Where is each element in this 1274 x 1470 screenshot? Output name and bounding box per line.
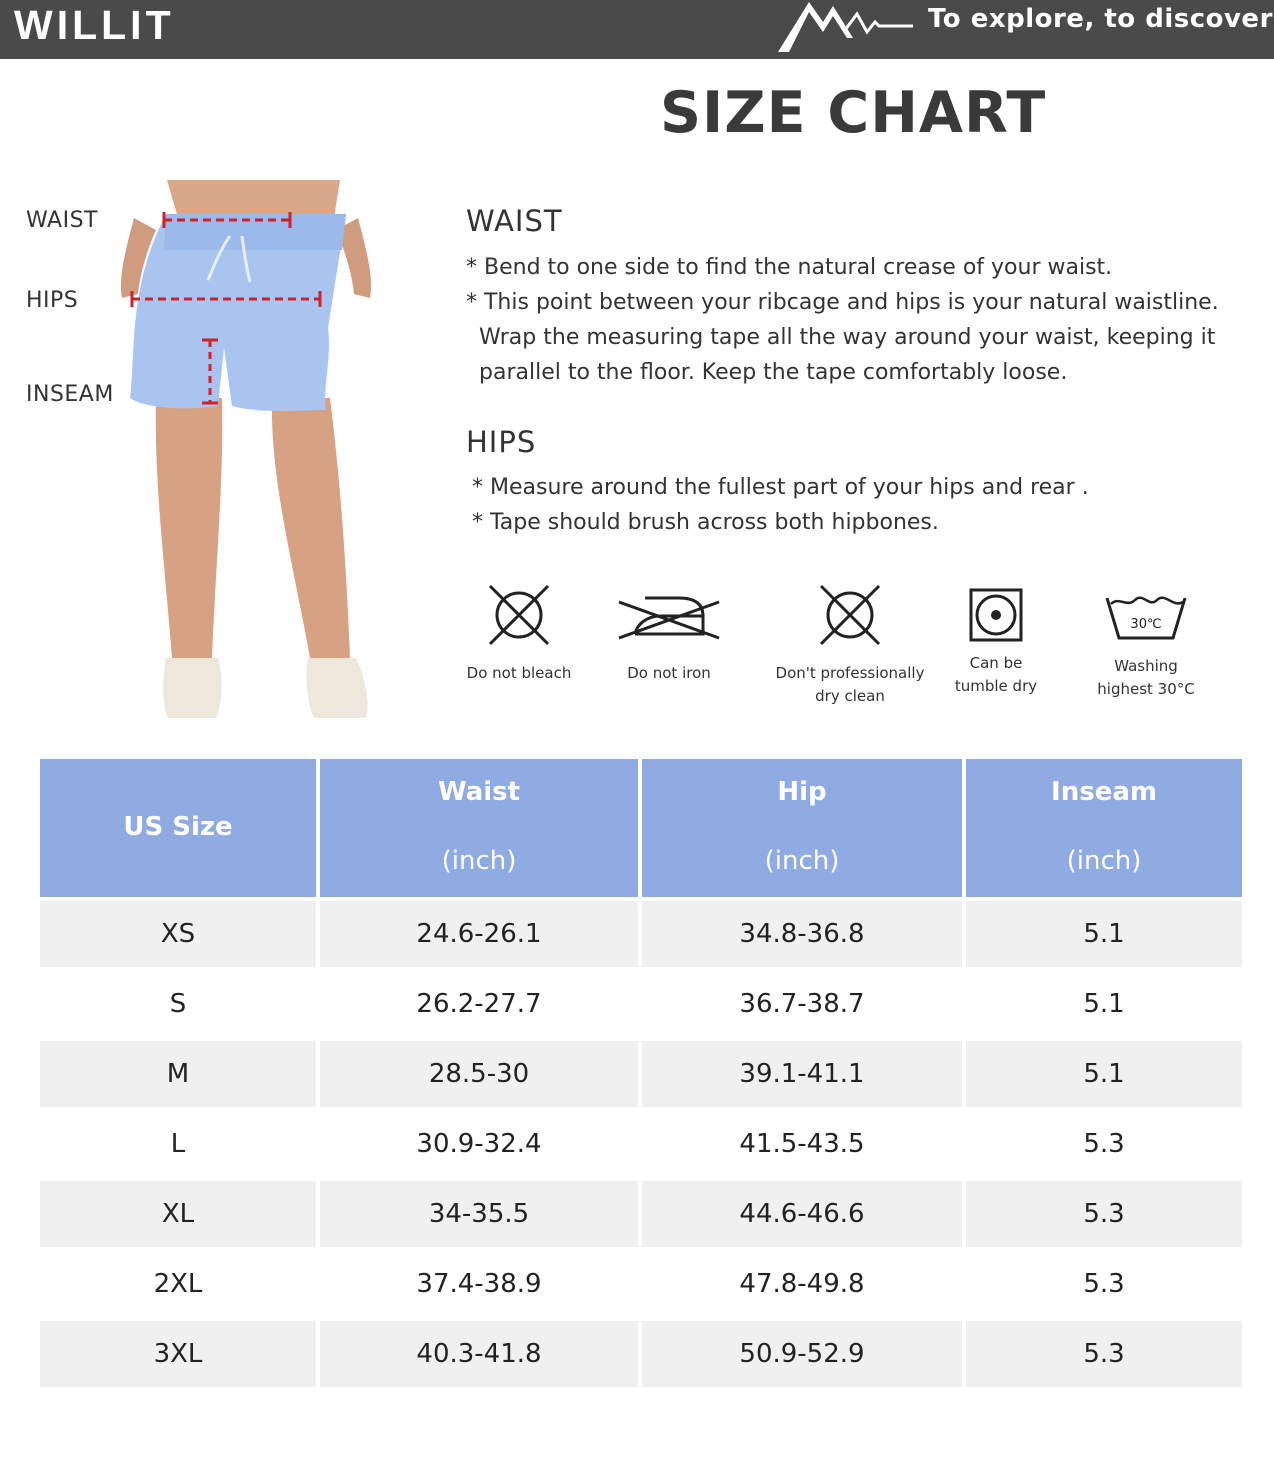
inseam-cell: 5.3 — [1083, 1269, 1125, 1299]
inseam-cell: 5.1 — [1083, 989, 1125, 1019]
size-cell: XS — [40, 901, 316, 967]
size-cell: XL — [40, 1181, 316, 1247]
waist-instruction-line: Wrap the measuring tape all the way around your waist, keeping it — [479, 325, 1216, 350]
tagline: To explore, to discover — [928, 4, 1273, 34]
care-item-do-not-bleach — [454, 582, 584, 685]
hips-section-title: HIPS — [466, 425, 537, 459]
waist-cell: 24.6-26.1 — [320, 901, 638, 967]
model-shorts-illustration — [112, 178, 382, 728]
waist-cell: 30.9-32.4 — [416, 1129, 542, 1159]
hips-instruction-line: * Measure around the fullest part of your hips and rear . — [472, 475, 1089, 500]
inseam-cell: 5.3 — [966, 1181, 1242, 1247]
care-item-tumble-dry — [940, 582, 1052, 698]
table-row — [40, 1181, 1242, 1247]
inseam-cell: 5.1 — [966, 1041, 1242, 1107]
inseam-cell: 5.1 — [966, 901, 1242, 967]
care-label: Do not iron — [627, 664, 711, 682]
hips-label: HIPS — [26, 288, 79, 313]
care-item-no-dry-clean — [770, 582, 930, 708]
waist-instruction-line: * Bend to one side to find the natural crease of your waist. — [466, 255, 1113, 280]
waist-cell: 37.4-38.9 — [416, 1269, 542, 1299]
column-header-size: US Size — [40, 759, 316, 897]
hip-cell: 41.5-43.5 — [739, 1129, 865, 1159]
no-dry-clean-icon — [817, 582, 883, 648]
hip-cell: 47.8-49.8 — [739, 1269, 865, 1299]
top-banner — [0, 0, 1274, 59]
do-not-bleach-icon — [486, 582, 552, 648]
hip-cell: 44.6-46.6 — [642, 1181, 962, 1247]
waist-cell: 26.2-27.7 — [416, 989, 542, 1019]
waist-instruction-line: parallel to the floor. Keep the tape comfortably loose. — [479, 360, 1068, 385]
size-cell: 3XL — [40, 1321, 316, 1387]
mountain-logo-icon — [775, 0, 920, 56]
table-row — [40, 1041, 1242, 1107]
table-row — [40, 1321, 1242, 1387]
wash-30-icon — [1103, 588, 1189, 648]
hip-cell: 34.8-36.8 — [642, 901, 962, 967]
waist-cell: 40.3-41.8 — [320, 1321, 638, 1387]
care-label: Washing highest 30°C — [1097, 657, 1195, 698]
inseam-cell: 5.3 — [1083, 1129, 1125, 1159]
table-row — [40, 1251, 1242, 1317]
page-title: SIZE CHART — [660, 80, 1047, 146]
care-item-wash-30 — [1086, 582, 1206, 701]
wash-temp-text: 30℃ — [1130, 617, 1162, 632]
inseam-label: INSEAM — [26, 382, 114, 407]
care-label: Do not bleach — [466, 664, 572, 682]
table-row — [40, 1111, 1242, 1177]
inseam-cell: 5.3 — [966, 1321, 1242, 1387]
size-cell: 2XL — [153, 1269, 203, 1299]
table-row — [40, 901, 1242, 967]
waist-section-title: WAIST — [466, 204, 563, 238]
hip-cell: 36.7-38.7 — [739, 989, 865, 1019]
hip-cell: 39.1-41.1 — [642, 1041, 962, 1107]
tumble-dry-icon — [968, 587, 1024, 643]
size-cell: L — [170, 1129, 186, 1159]
brand-logo: WILLIT — [14, 2, 175, 48]
waist-label: WAIST — [26, 208, 98, 233]
column-header-waist: Waist (inch) — [320, 759, 638, 897]
size-cell: S — [169, 989, 187, 1019]
care-item-do-not-iron — [604, 582, 734, 685]
waist-cell: 28.5-30 — [320, 1041, 638, 1107]
column-header-inseam: Inseam (inch) — [966, 759, 1242, 897]
table-row — [40, 971, 1242, 1037]
care-label: Can be tumble dry — [954, 654, 1038, 695]
waist-instruction-line: * This point between your ribcage and hips is your natural waistline. — [466, 290, 1219, 315]
do-not-iron-icon — [617, 582, 721, 648]
care-label: Don't professionally dry clean — [775, 664, 925, 705]
size-cell: M — [40, 1041, 316, 1107]
column-header-hip: Hip (inch) — [642, 759, 962, 897]
hip-cell: 50.9-52.9 — [642, 1321, 962, 1387]
waist-cell: 34-35.5 — [320, 1181, 638, 1247]
hips-instruction-line: * Tape should brush across both hipbones. — [472, 510, 939, 535]
